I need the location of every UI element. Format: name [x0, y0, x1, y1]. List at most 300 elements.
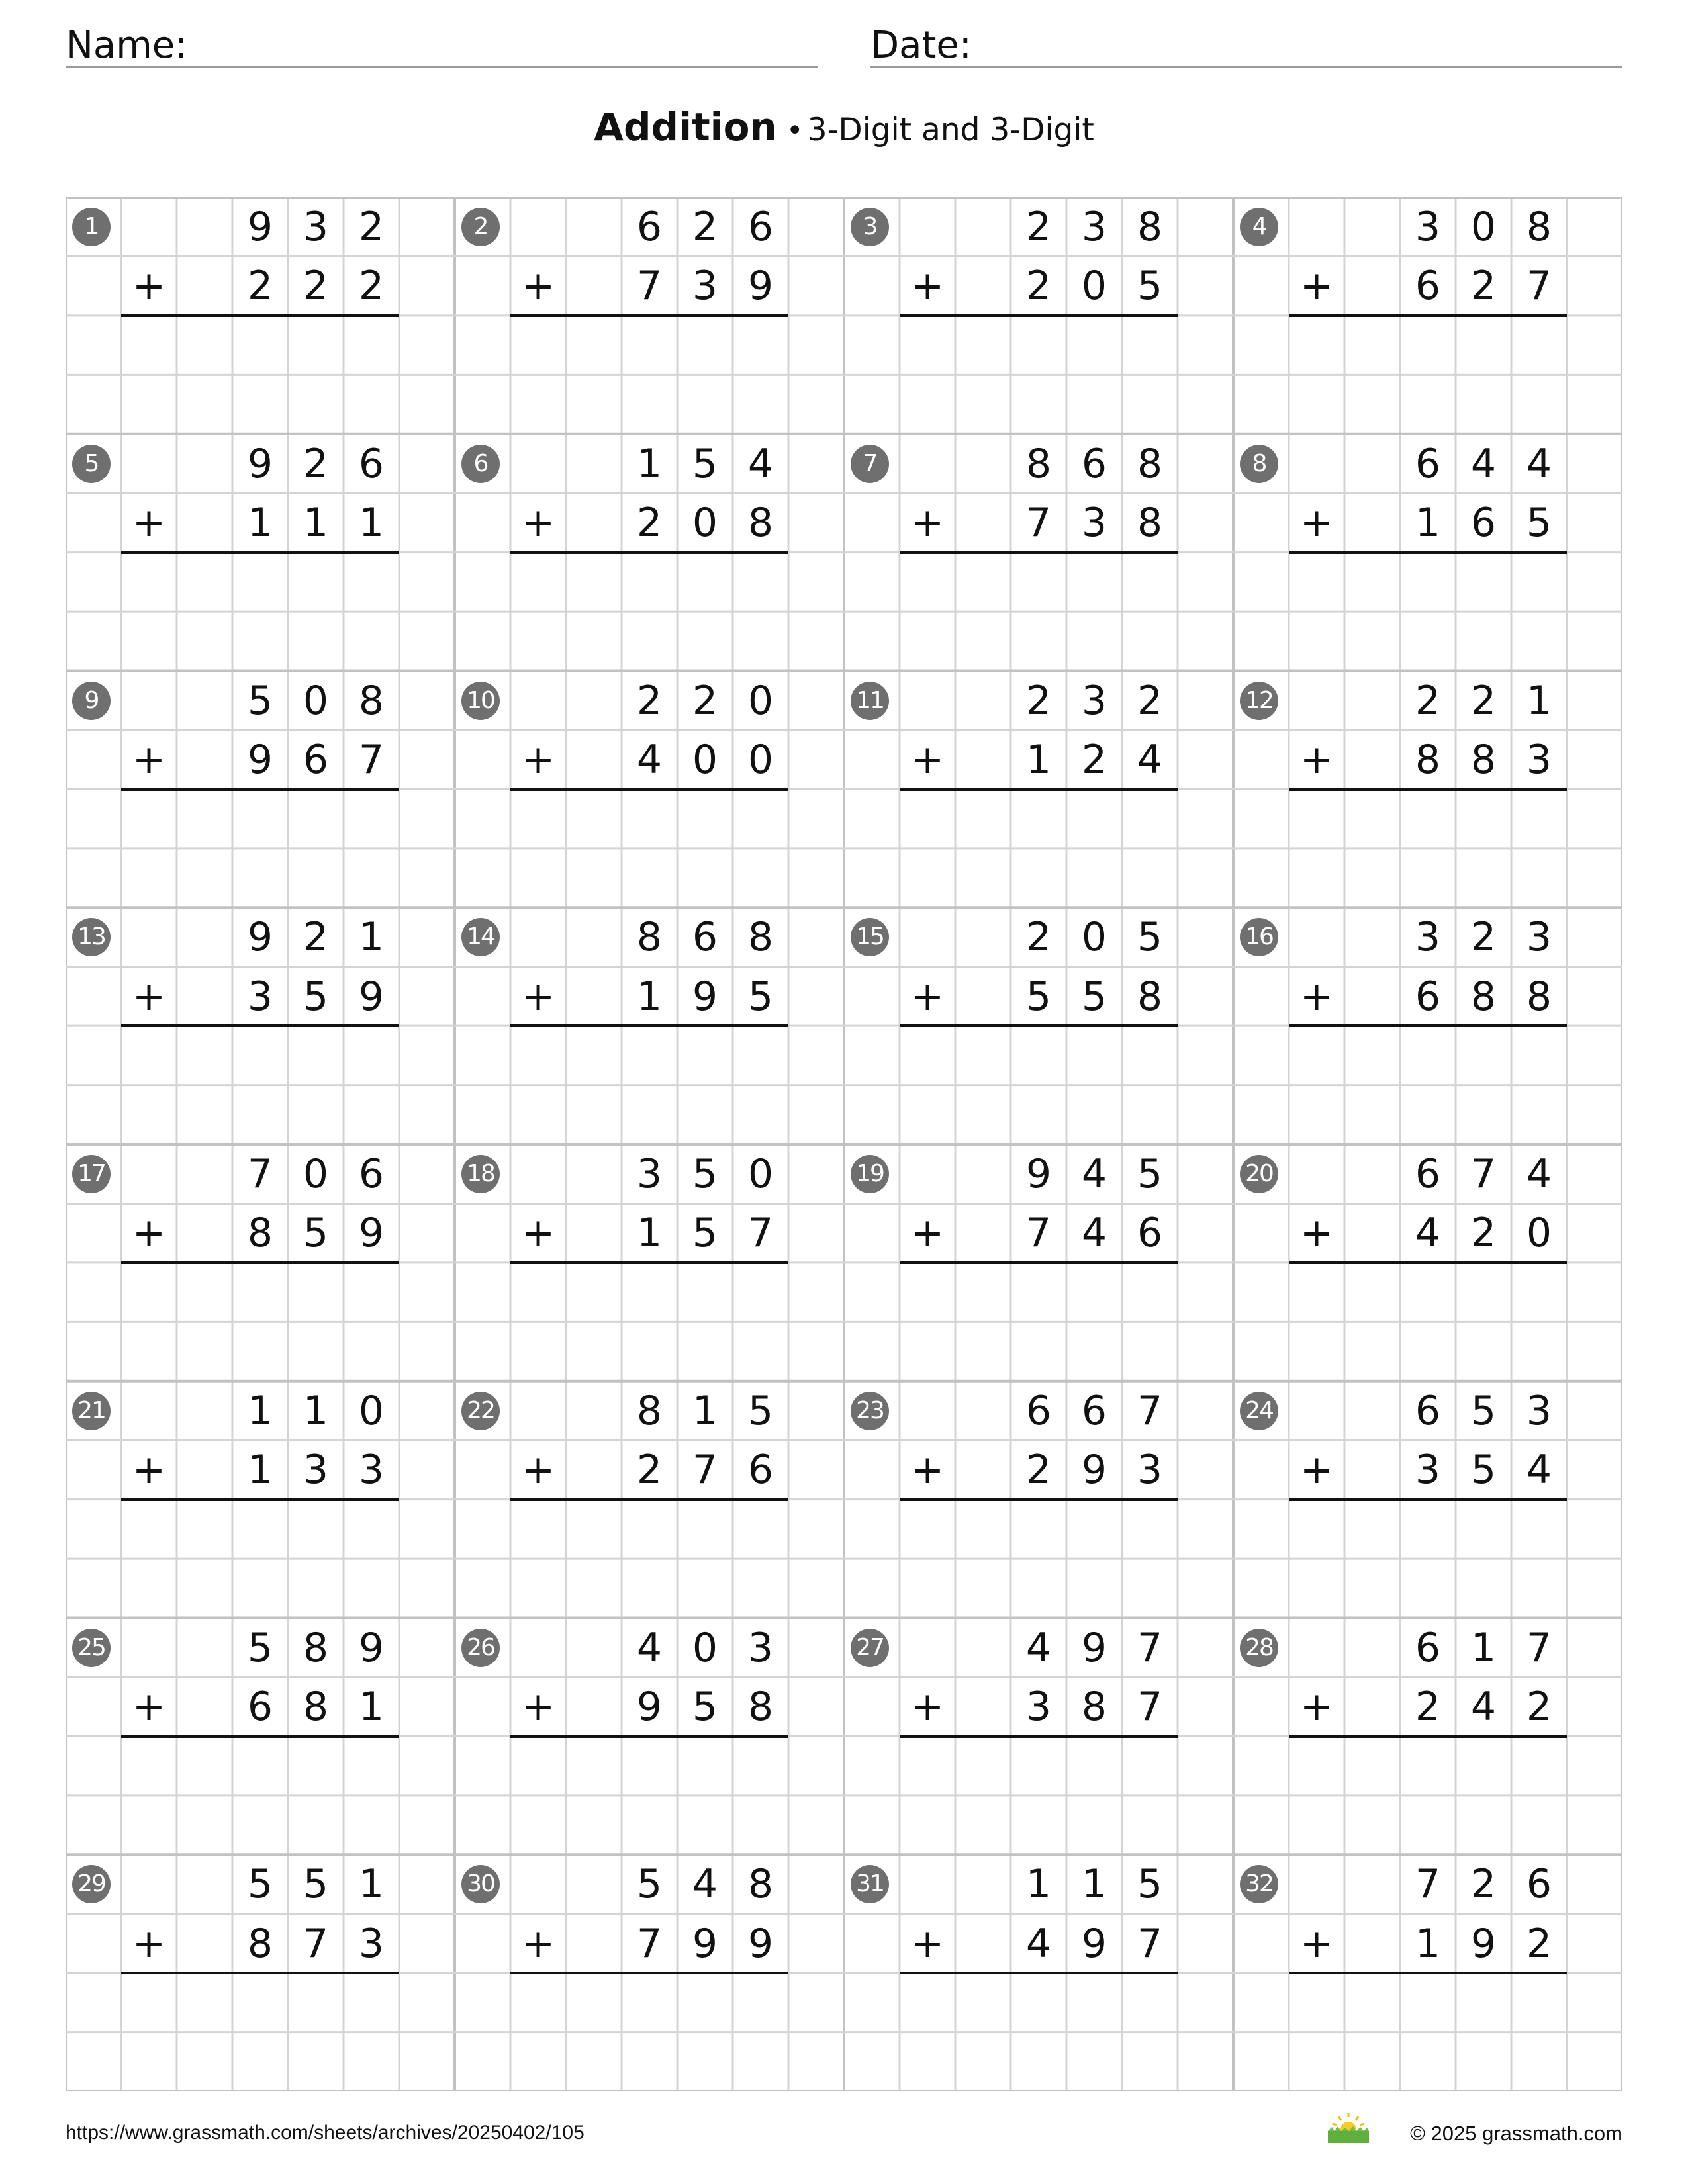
problem-number-badge: 22	[461, 1392, 500, 1430]
plus-sign: +	[1299, 736, 1334, 783]
top-digit: 2	[692, 204, 718, 250]
answer-area[interactable]	[900, 789, 1178, 907]
answer-area[interactable]	[1289, 789, 1567, 907]
answer-area[interactable]	[510, 1263, 788, 1381]
bottom-digit: 7	[747, 1210, 774, 1257]
bottom-digit: 5	[1526, 500, 1552, 547]
plus-sign: +	[521, 1447, 555, 1494]
answer-area[interactable]	[121, 553, 399, 671]
bottom-digit: 6	[1137, 1210, 1163, 1257]
footer-copyright: © 2025 grassmath.com	[1410, 2122, 1622, 2145]
answer-area[interactable]	[1289, 1500, 1567, 1618]
top-digit: 4	[692, 1861, 718, 1908]
problem-3	[844, 197, 1233, 434]
bottom-digit: 9	[747, 263, 774, 310]
top-digit: 2	[1137, 677, 1163, 724]
top-digit: 5	[636, 1861, 663, 1908]
answer-area[interactable]	[121, 789, 399, 907]
bottom-digit: 8	[1470, 973, 1497, 1020]
plus-sign: +	[910, 973, 945, 1020]
top-digit: 5	[1137, 914, 1163, 961]
bottom-digit: 4	[1081, 1210, 1107, 1257]
top-digit: 7	[247, 1151, 273, 1197]
answer-area[interactable]	[1289, 316, 1567, 434]
answer-area[interactable]	[1289, 1263, 1567, 1381]
bottom-digit: 9	[747, 1920, 774, 1967]
top-digit: 4	[1470, 440, 1497, 487]
top-digit: 6	[1415, 440, 1441, 487]
answer-area[interactable]	[900, 553, 1178, 671]
top-digit: 2	[1025, 677, 1052, 724]
top-digit: 4	[747, 440, 774, 487]
bottom-digit: 5	[1470, 1447, 1497, 1494]
bottom-digit: 8	[1526, 973, 1552, 1020]
problem-15	[844, 907, 1233, 1144]
bottom-digit: 1	[303, 500, 329, 547]
answer-area[interactable]	[1289, 1973, 1567, 2091]
problem-number-badge: 5	[72, 445, 111, 483]
bottom-digit: 0	[1081, 263, 1107, 310]
problem-number-badge: 8	[1240, 445, 1278, 483]
problem-number-badge: 26	[461, 1629, 500, 1667]
top-digit: 9	[247, 440, 273, 487]
top-digit: 4	[1081, 1151, 1107, 1197]
answer-area[interactable]	[900, 1736, 1178, 1854]
top-digit: 2	[692, 677, 718, 724]
bottom-digit: 6	[1415, 973, 1441, 1020]
top-digit: 9	[1081, 1624, 1107, 1671]
top-digit: 7	[1137, 1624, 1163, 1671]
top-digit: 1	[1081, 1861, 1107, 1908]
answer-area[interactable]	[900, 1263, 1178, 1381]
answer-area[interactable]	[121, 1973, 399, 2091]
plus-sign: +	[910, 1210, 945, 1257]
name-line[interactable]	[66, 66, 818, 68]
top-digit: 4	[1025, 1624, 1052, 1671]
top-digit: 2	[1470, 1861, 1497, 1908]
bottom-digit: 4	[1415, 1210, 1441, 1257]
top-digit: 3	[303, 204, 329, 250]
bottom-digit: 2	[358, 263, 385, 310]
problem-number-badge: 7	[851, 445, 889, 483]
top-digit: 2	[303, 440, 329, 487]
bottom-digit: 9	[247, 736, 273, 783]
problem-number-badge: 9	[72, 682, 111, 720]
bottom-digit: 5	[1081, 973, 1107, 1020]
plus-sign: +	[521, 1920, 555, 1967]
top-digit: 4	[636, 1624, 663, 1671]
problem-grid	[66, 197, 1622, 2091]
bottom-digit: 9	[692, 973, 718, 1020]
problem-number-badge: 16	[1240, 918, 1278, 956]
bottom-digit: 7	[1526, 263, 1552, 310]
top-digit: 0	[1081, 914, 1107, 961]
problem-number-badge: 10	[461, 682, 500, 720]
problem-number-badge: 18	[461, 1155, 500, 1193]
top-digit: 6	[1526, 1861, 1552, 1908]
top-digit: 8	[747, 914, 774, 961]
plus-sign: +	[910, 263, 945, 310]
bottom-digit: 0	[1526, 1210, 1552, 1257]
bottom-digit: 3	[358, 1447, 385, 1494]
top-digit: 0	[303, 677, 329, 724]
answer-area[interactable]	[510, 1736, 788, 1854]
problem-16	[1233, 907, 1622, 1144]
top-digit: 6	[747, 204, 774, 250]
answer-area[interactable]	[1289, 1736, 1567, 1854]
answer-area[interactable]	[510, 1500, 788, 1618]
plus-sign: +	[1299, 263, 1334, 310]
top-digit: 3	[1415, 914, 1441, 961]
top-digit: 6	[692, 914, 718, 961]
answer-area[interactable]	[121, 1500, 399, 1618]
problem-14	[455, 907, 844, 1144]
bottom-digit: 2	[1470, 263, 1497, 310]
top-digit: 7	[1470, 1151, 1497, 1197]
top-digit: 3	[1415, 204, 1441, 250]
bottom-digit: 1	[1025, 736, 1052, 783]
bottom-digit: 7	[358, 736, 385, 783]
top-digit: 8	[1025, 440, 1052, 487]
bottom-digit: 3	[1526, 736, 1552, 783]
bottom-digit: 9	[1470, 1920, 1497, 1967]
answer-area[interactable]	[510, 1026, 788, 1144]
bottom-digit: 8	[747, 500, 774, 547]
problem-20	[1233, 1144, 1622, 1381]
answer-area[interactable]	[121, 1263, 399, 1381]
top-digit: 3	[1526, 1387, 1552, 1434]
bottom-digit: 7	[636, 1920, 663, 1967]
bottom-digit: 5	[692, 1683, 718, 1730]
bottom-digit: 1	[358, 1683, 385, 1730]
problem-number-badge: 31	[851, 1865, 889, 1903]
problem-4	[1233, 197, 1622, 434]
bottom-digit: 2	[1470, 1210, 1497, 1257]
bottom-digit: 7	[636, 263, 663, 310]
top-digit: 0	[358, 1387, 385, 1434]
bottom-digit: 1	[636, 973, 663, 1020]
top-digit: 7	[1137, 1387, 1163, 1434]
plus-sign: +	[521, 736, 555, 783]
bottom-digit: 5	[692, 1210, 718, 1257]
bottom-digit: 5	[303, 973, 329, 1020]
top-digit: 6	[1081, 440, 1107, 487]
bottom-digit: 6	[247, 1683, 273, 1730]
bottom-digit: 6	[747, 1447, 774, 1494]
bottom-digit: 8	[247, 1210, 273, 1257]
top-digit: 5	[692, 440, 718, 487]
top-digit: 9	[247, 204, 273, 250]
top-digit: 6	[1081, 1387, 1107, 1434]
bottom-digit: 5	[303, 1210, 329, 1257]
top-digit: 1	[358, 1861, 385, 1908]
problem-number-badge: 23	[851, 1392, 889, 1430]
bottom-digit: 0	[692, 736, 718, 783]
answer-area[interactable]	[510, 789, 788, 907]
problem-12	[1233, 671, 1622, 908]
problem-21	[66, 1381, 455, 1618]
top-digit: 7	[1415, 1861, 1441, 1908]
bottom-digit: 3	[358, 1920, 385, 1967]
top-digit: 8	[1137, 204, 1163, 250]
problem-7	[844, 434, 1233, 671]
bottom-digit: 9	[636, 1683, 663, 1730]
bottom-digit: 2	[636, 500, 663, 547]
top-digit: 5	[247, 677, 273, 724]
bottom-digit: 7	[692, 1447, 718, 1494]
top-digit: 1	[358, 914, 385, 961]
top-digit: 5	[747, 1387, 774, 1434]
bottom-digit: 2	[1025, 1447, 1052, 1494]
top-digit: 0	[747, 1151, 774, 1197]
plus-sign: +	[1299, 500, 1334, 547]
problem-30	[455, 1854, 844, 2091]
problem-27	[844, 1618, 1233, 1855]
bottom-digit: 2	[636, 1447, 663, 1494]
problem-number-badge: 13	[72, 918, 111, 956]
problem-number-badge: 3	[851, 208, 889, 246]
bottom-digit: 9	[692, 1920, 718, 1967]
plus-sign: +	[1299, 973, 1334, 1020]
plus-sign: +	[910, 1447, 945, 1494]
answer-area[interactable]	[510, 316, 788, 434]
problem-number-badge: 14	[461, 918, 500, 956]
problem-number-badge: 32	[1240, 1865, 1278, 1903]
problem-17	[66, 1144, 455, 1381]
bottom-digit: 1	[1415, 1920, 1441, 1967]
top-digit: 6	[1415, 1624, 1441, 1671]
bottom-digit: 4	[1526, 1447, 1552, 1494]
problem-10	[455, 671, 844, 908]
bottom-digit: 8	[1137, 500, 1163, 547]
problem-11	[844, 671, 1233, 908]
bottom-digit: 0	[747, 736, 774, 783]
bottom-digit: 9	[1081, 1447, 1107, 1494]
bottom-digit: 8	[1470, 736, 1497, 783]
bottom-digit: 2	[303, 263, 329, 310]
top-digit: 0	[303, 1151, 329, 1197]
answer-area[interactable]	[121, 316, 399, 434]
top-digit: 3	[1526, 914, 1552, 961]
top-digit: 1	[692, 1387, 718, 1434]
bottom-digit: 8	[747, 1683, 774, 1730]
top-digit: 7	[1526, 1624, 1552, 1671]
problem-number-badge: 25	[72, 1629, 111, 1667]
problem-31	[844, 1854, 1233, 2091]
bottom-digit: 7	[303, 1920, 329, 1967]
worksheet-title	[0, 105, 1688, 150]
answer-area[interactable]	[1289, 553, 1567, 671]
problem-23	[844, 1381, 1233, 1618]
top-digit: 5	[1137, 1861, 1163, 1908]
bottom-digit: 7	[1137, 1920, 1163, 1967]
bottom-digit: 2	[1025, 263, 1052, 310]
top-digit: 9	[1025, 1151, 1052, 1197]
answer-area[interactable]	[121, 1026, 399, 1144]
top-digit: 1	[1025, 1861, 1052, 1908]
top-digit: 6	[1415, 1151, 1441, 1197]
bottom-digit: 2	[1415, 1683, 1441, 1730]
problem-6	[455, 434, 844, 671]
top-digit: 5	[692, 1151, 718, 1197]
plus-sign: +	[132, 263, 166, 310]
top-digit: 3	[747, 1624, 774, 1671]
top-digit: 5	[247, 1861, 273, 1908]
top-digit: 4	[1526, 1151, 1552, 1197]
bottom-digit: 3	[692, 263, 718, 310]
bottom-digit: 7	[1137, 1683, 1163, 1730]
problem-number-badge: 17	[72, 1155, 111, 1193]
top-digit: 6	[358, 440, 385, 487]
problem-8	[1233, 434, 1622, 671]
top-digit: 1	[247, 1387, 273, 1434]
plus-sign: +	[521, 1210, 555, 1257]
plus-sign: +	[132, 1920, 166, 1967]
bottom-digit: 6	[1415, 263, 1441, 310]
bottom-digit: 9	[1081, 1920, 1107, 1967]
plus-sign: +	[521, 500, 555, 547]
plus-sign: +	[132, 1447, 166, 1494]
problem-number-badge: 30	[461, 1865, 500, 1903]
problem-number-badge: 12	[1240, 682, 1278, 720]
plus-sign: +	[132, 500, 166, 547]
plus-sign: +	[132, 1210, 166, 1257]
problem-number-badge: 2	[461, 208, 500, 246]
bottom-digit: 1	[247, 500, 273, 547]
top-digit: 0	[692, 1624, 718, 1671]
problem-1	[66, 197, 455, 434]
bottom-digit: 4	[1470, 1683, 1497, 1730]
title-subtitle: 3-Digit and 3-Digit	[807, 112, 1094, 148]
answer-area[interactable]	[1289, 1026, 1567, 1144]
bottom-digit: 1	[247, 1447, 273, 1494]
top-digit: 0	[1470, 204, 1497, 250]
date-label: Date:	[870, 24, 972, 67]
bottom-digit: 4	[1137, 736, 1163, 783]
plus-sign: +	[132, 736, 166, 783]
footer-url[interactable]: https://www.grassmath.com/sheets/archives/20250402/105	[66, 2122, 585, 2144]
answer-area[interactable]	[900, 1500, 1178, 1618]
top-digit: 1	[1470, 1624, 1497, 1671]
problem-number-badge: 6	[461, 445, 500, 483]
problem-13	[66, 907, 455, 1144]
top-digit: 6	[358, 1151, 385, 1197]
answer-area[interactable]	[900, 1026, 1178, 1144]
bottom-digit: 3	[1025, 1683, 1052, 1730]
problem-32	[1233, 1854, 1622, 2091]
problem-number-badge: 21	[72, 1392, 111, 1430]
problem-number-badge: 29	[72, 1865, 111, 1903]
top-digit: 2	[1470, 914, 1497, 961]
bottom-digit: 0	[692, 500, 718, 547]
bottom-digit: 8	[1415, 736, 1441, 783]
top-digit: 6	[1025, 1387, 1052, 1434]
top-digit: 1	[636, 440, 663, 487]
bottom-digit: 4	[1025, 1920, 1052, 1967]
bottom-digit: 8	[1137, 973, 1163, 1020]
problem-25	[66, 1618, 455, 1855]
problem-number-badge: 19	[851, 1155, 889, 1193]
top-digit: 8	[1526, 204, 1552, 250]
bottom-digit: 1	[1415, 500, 1441, 547]
plus-sign: +	[521, 263, 555, 310]
answer-area[interactable]	[510, 1973, 788, 2091]
top-digit: 3	[1081, 204, 1107, 250]
problem-number-badge: 27	[851, 1629, 889, 1667]
problem-5	[66, 434, 455, 671]
plus-sign: +	[132, 973, 166, 1020]
problem-number-badge: 4	[1240, 208, 1278, 246]
plus-sign: +	[910, 1920, 945, 1967]
top-digit: 8	[303, 1624, 329, 1671]
top-digit: 6	[1415, 1387, 1441, 1434]
top-digit: 5	[303, 1861, 329, 1908]
top-digit: 1	[303, 1387, 329, 1434]
top-digit: 8	[636, 914, 663, 961]
plus-sign: +	[910, 1683, 945, 1730]
plus-sign: +	[1299, 1210, 1334, 1257]
bottom-digit: 4	[636, 736, 663, 783]
problem-2	[455, 197, 844, 434]
problem-26	[455, 1618, 844, 1855]
bottom-digit: 2	[247, 263, 273, 310]
bottom-digit: 3	[247, 973, 273, 1020]
problem-number-badge: 15	[851, 918, 889, 956]
plus-sign: +	[910, 736, 945, 783]
bottom-digit: 2	[1526, 1683, 1552, 1730]
bottom-digit: 5	[1137, 263, 1163, 310]
top-digit: 0	[747, 677, 774, 724]
problem-29	[66, 1854, 455, 2091]
bottom-digit: 8	[303, 1683, 329, 1730]
bottom-digit: 9	[358, 973, 385, 1020]
top-digit: 5	[1137, 1151, 1163, 1197]
problem-number-badge: 24	[1240, 1392, 1278, 1430]
bottom-digit: 5	[747, 973, 774, 1020]
bottom-digit: 9	[358, 1210, 385, 1257]
bottom-digit: 2	[1081, 736, 1107, 783]
bottom-digit: 3	[1415, 1447, 1441, 1494]
problem-number-badge: 11	[851, 682, 889, 720]
problem-18	[455, 1144, 844, 1381]
plus-sign: +	[910, 500, 945, 547]
bottom-digit: 7	[1025, 500, 1052, 547]
bottom-digit: 6	[1470, 500, 1497, 547]
answer-area[interactable]	[510, 553, 788, 671]
bottom-digit: 1	[358, 500, 385, 547]
answer-area[interactable]	[900, 316, 1178, 434]
top-digit: 2	[1470, 677, 1497, 724]
top-digit: 9	[358, 1624, 385, 1671]
plus-sign: +	[132, 1683, 166, 1730]
problem-number-badge: 20	[1240, 1155, 1278, 1193]
bottom-digit: 6	[303, 736, 329, 783]
top-digit: 2	[358, 204, 385, 250]
answer-area[interactable]	[900, 1973, 1178, 2091]
answer-area[interactable]	[121, 1736, 399, 1854]
top-digit: 8	[747, 1861, 774, 1908]
problem-number-badge: 28	[1240, 1629, 1278, 1667]
problem-22	[455, 1381, 844, 1618]
top-digit: 5	[1470, 1387, 1497, 1434]
plus-sign: +	[521, 973, 555, 1020]
title-bullet: •	[786, 114, 804, 148]
problem-24	[1233, 1381, 1622, 1618]
top-digit: 3	[1081, 677, 1107, 724]
date-line[interactable]	[870, 66, 1622, 68]
bottom-digit: 8	[1081, 1683, 1107, 1730]
bottom-digit: 8	[247, 1920, 273, 1967]
